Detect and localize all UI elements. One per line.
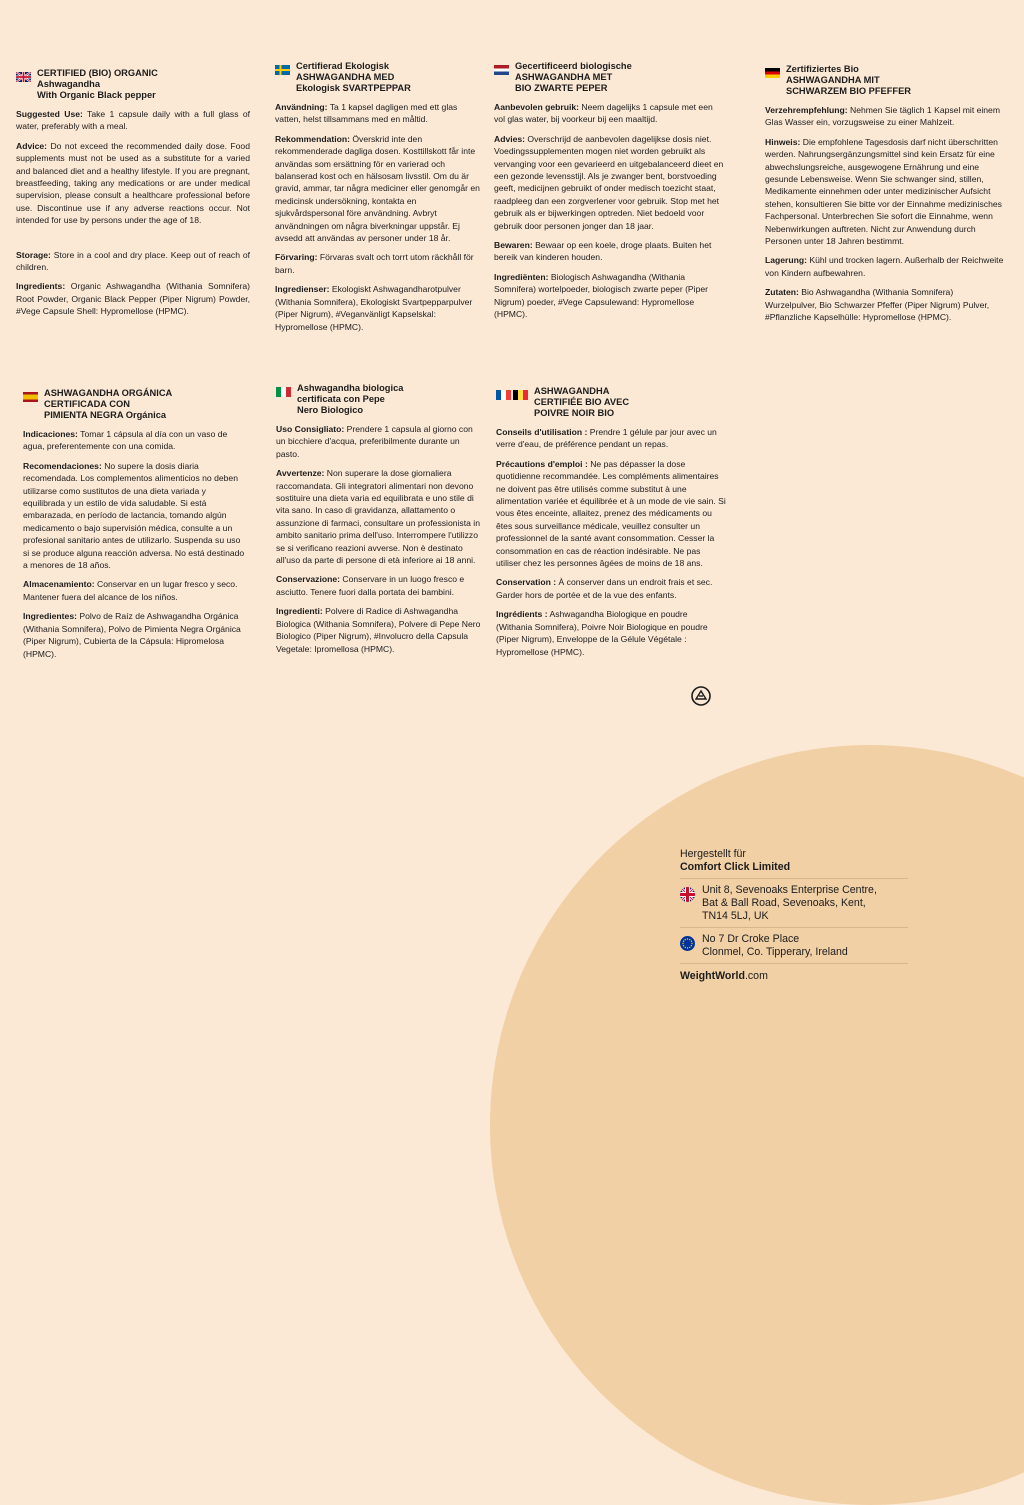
made-for-label: Hergestellt für [680, 848, 746, 860]
title-line: PIMIENTA NEGRA Orgánica [44, 410, 167, 420]
title-line: CERTIFICADA CON [44, 399, 130, 409]
paragraph-text: Store in a cool and dry place. Keep out of reach of children. [16, 249, 250, 273]
title-line: With Organic Black pepper [37, 90, 156, 100]
block-heading [496, 386, 726, 419]
block-heading [23, 388, 245, 421]
paragraph-label: Suggested Use: [16, 109, 83, 119]
be-flag-icon [513, 390, 528, 400]
paragraph-label: Advice: [16, 140, 48, 151]
label-paragraph [765, 104, 1005, 129]
paragraph-label: Conservazione: [276, 574, 340, 585]
label-paragraph [275, 101, 480, 126]
company-name: Comfort Click Limited [680, 861, 791, 873]
label-paragraph [765, 286, 1005, 323]
fr-flag-icon [496, 390, 511, 400]
block-title [37, 68, 158, 101]
paragraph-label: Indicaciones: [23, 429, 78, 439]
paragraph-text: Neem dagelijks 1 capsule met een vol glas water, bij voorkeur bij een maaltijd. [494, 102, 713, 125]
title-line: ASHWAGANDHA MED [296, 72, 395, 82]
paragraph-label: Rekommendation: [275, 133, 350, 144]
title-line: CERTIFIED (BIO) ORGANIC [37, 68, 158, 78]
eu-address-line: No 7 Dr Croke Place [702, 933, 800, 945]
eu-flag-icon [680, 936, 695, 955]
label-paragraph [276, 605, 481, 655]
paragraph-label: Recomendaciones: [23, 460, 102, 471]
title-line: POIVRE NOIR BIO [534, 408, 615, 418]
title-line: Gecertificeerd biologische [515, 61, 632, 71]
website [680, 963, 908, 983]
paragraph-text: Biologisch Ashwagandha (Withania Somnifera) wortelpoeder, biologisch zwarte peper (Piper Nigrum) poeder, #Vege Capsulewand: Hypromellose (HPMC). [494, 271, 708, 320]
website-domain: .com [744, 970, 768, 982]
paragraph-text: Organic Ashwagandha (Withania Somnifera) Root Powder, Organic Black Pepper (Piper Nigrum) Powder, #Vege Capsule Shell: Hypromellose (HPMC). [16, 281, 250, 317]
label-paragraph [275, 133, 480, 245]
paragraph-label: Zutaten: [765, 287, 799, 298]
paragraph-label: Uso Consigliato: [276, 424, 345, 434]
block-heading [494, 61, 726, 94]
flag-icon [765, 68, 780, 78]
paragraph-text: Nehmen Sie täglich 1 Kapsel mit einem Glas Wasser ein, vorzugsweise zu einer Mahlzeit. [765, 105, 1001, 128]
label-paragraph [494, 271, 726, 321]
paragraph-text: À conserver dans un endroit frais et sec. Garder hors de portée et de la vue des enfants. [496, 577, 713, 600]
paragraph-label: Ingredienser: [275, 284, 330, 295]
label-paragraph [275, 251, 480, 276]
paragraph-label: Ingredientes: [23, 611, 77, 622]
paragraph-label: Ingredients: [16, 281, 66, 292]
paragraph-label: Almacenamiento: [23, 579, 95, 590]
paragraph-text: Prendere 1 capsula al giorno con un bicchiere d'acqua, preferibilmente durante un pasto. [276, 424, 473, 459]
label-paragraph [494, 133, 726, 232]
block-title [786, 64, 911, 97]
label-paragraph [276, 423, 481, 460]
uk-address-row [680, 878, 908, 927]
flag-icon [275, 65, 290, 75]
block-heading [16, 68, 250, 101]
title-line: ASHWAGANDHA MET [515, 72, 613, 82]
paragraph-text: Do not exceed the recommended daily dose. Food supplements must not be used as a substitute for a varied and balanced diet and a healthy lifestyle. If you are pregnant, breastfeeding, taking any medications or are under medical supervision, please consult a healthcare professional before use. Discontinue use if any adverse reactions occur. Not intended for use by persons under the age of 18. [16, 140, 250, 226]
flag-icon [276, 387, 291, 397]
uk-flag-icon [680, 887, 695, 906]
label-block-en [16, 68, 250, 325]
title-line: Ashwagandha biologica [297, 383, 404, 393]
paragraph-text: Prendre 1 gélule par jour avec un verre d'eau, de préférence pendant un repas. [496, 427, 717, 450]
flag-icon [496, 390, 528, 400]
title-line: BIO ZWARTE PEPER [515, 83, 608, 93]
eu-address-row [680, 927, 908, 963]
paragraph-text: Bewaar op een koele, droge plaats. Buiten het bereik van kinderen houden. [494, 240, 712, 263]
it-flag-icon [276, 387, 291, 397]
block-heading [275, 61, 480, 94]
title-line: Ekologisk SVARTPEPPAR [296, 83, 411, 93]
label-block-de [765, 64, 1005, 331]
paragraph-text: No supere la dosis diaria recomendada. Los complementos alimenticios no deben utilizarse como sustitutos de una dieta variada y equilibrada y un estilo de vida saludable. Si está embarazada, en período de lactancia, tomando algún medicamento o bajo supervisión médica, consulte a un profesional sanitario antes de utilizarlo. Suspenda su uso si se produce alguna reacción adversa. No está destinado a menores de 18 años. [23, 460, 245, 571]
block-title [515, 61, 632, 94]
paragraph-text: Conservar en un lugar fresco y seco. Mantener fuera del alcance de los niños. [23, 579, 238, 602]
paragraph-label: Ingredienti: [276, 606, 323, 617]
paragraph-text: Kühl und trocken lagern. Außerhalb der Reichweite von Kindern aufbewahren. [765, 255, 1004, 278]
paragraph-text: Överskrid inte den rekommenderade dagliga dosen. Kosttillskott får inte användas som ersättning för en varierad och balanserad kost och en hälsosam livsstil. Om du är gravid, ammar, tar några mediciner eller genomgår en medicinsk undersökning, kontakta en sjukvårdspersonal före användning. Avbryt användningen om några biverkningar uppstår. Ej avsedd att användas av personer under 18 år. [275, 133, 480, 244]
paragraph-label: Conservation : [496, 577, 557, 588]
paragraph-label: Förvaring: [275, 252, 318, 263]
label-paragraph [23, 428, 245, 453]
label-paragraph [496, 458, 726, 570]
block-heading [276, 383, 481, 416]
paragraph-label: Ingrédients : [496, 609, 548, 620]
es-flag-icon [23, 392, 38, 402]
label-paragraph [16, 249, 250, 274]
title-line: ASHWAGANDHA ORGÁNICA [44, 388, 173, 398]
label-paragraph [16, 140, 250, 227]
label-paragraph [496, 576, 726, 601]
paragraph-text: Overschrijd de aanbevolen dagelijkse dosis niet. Voedingssupplementen mogen niet worden gebruikt als vervanging voor een gevarieerd en uitgebalanceerd dieet en een gezonde levensstijl. Als je zwanger bent, borstvoeding geeft, medicijnen gebruikt of onder medisch toezicht staat, raadpleeg dan een zorgverlener voor gebruik. Stop met het gebruik als er bijwerkingen optreden. Niet bedoeld voor gebruik door personen jonger dan 18 jaar. [494, 133, 724, 231]
nl-flag-icon [494, 65, 509, 75]
paragraph-text: Conservare in un luogo fresco e asciutto. Tenere fuori dalla portata dei bambini. [276, 574, 465, 597]
title-line: SCHWARZEM BIO PFEFFER [786, 86, 911, 96]
paragraph-text: Non superare la dose giornaliera raccomandata. Gli integratori alimentari non devono sostituire una dieta varia ed equilibrata e uno stile di vita sano. In caso di gravidanza, allattamento o assunzione di farmaci, consultare un professionista in ambito sanitario prima dell'uso. Interrompere l'utilizzo se si verificano reazioni avverse. Non è destinato all'uso da parte di persone di età inferiore ai 18 anni. [276, 468, 480, 566]
paragraph-text: Take 1 capsule daily with a full glass of water, preferably with a meal. [16, 109, 250, 132]
paragraph-label: Användning: [275, 102, 328, 112]
title-line: ASHWAGANDHA [534, 386, 610, 396]
se-flag-icon [275, 65, 290, 75]
flag-icon [16, 72, 31, 82]
label-block-es [23, 388, 245, 667]
paragraph-label: Conseils d'utilisation : [496, 427, 588, 437]
title-line: CERTIFIÉE BIO AVEC [534, 397, 630, 407]
de-flag-icon [765, 68, 780, 78]
title-line: certificata con Pepe [297, 394, 385, 404]
label-paragraph [23, 460, 245, 572]
uk-flag-icon [16, 72, 31, 82]
paragraph-label: Ingrediënten: [494, 271, 549, 282]
label-paragraph [494, 101, 726, 126]
paragraph-label: Hinweis: [765, 136, 801, 147]
block-title [44, 388, 172, 421]
uk-address-line: Bat & Ball Road, Sevenoaks, Kent, [702, 897, 866, 909]
title-line: Zertifiziertes Bio [786, 64, 859, 74]
flag-icon [494, 65, 509, 75]
label-paragraph [275, 283, 480, 333]
label-block-it [276, 383, 481, 662]
paragraph-text: Tomar 1 cápsula al día con un vaso de agua, preferentemente con una comida. [23, 429, 228, 452]
title-line: Certifierad Ekologisk [296, 61, 389, 71]
label-paragraph [23, 610, 245, 660]
recycle-icon [690, 685, 712, 712]
label-paragraph [276, 467, 481, 566]
paragraph-label: Avvertenze: [276, 468, 325, 479]
label-paragraph [765, 254, 1005, 279]
block-title [297, 383, 403, 416]
paragraph-text: Ekologiskt Ashwagandharotpulver (Withania Somnifera), Ekologiskt Svartpepparpulver (Piper Nigrum), #Veganvänligt Kapselskal: Hypromellose (HPMC). [275, 284, 473, 332]
paragraph-text: Förvaras svalt och torrt utom räckhåll för barn. [275, 252, 474, 275]
paragraph-text: Ta 1 kapsel dagligen med ett glas vatten, helst tillsammans med en måltid. [275, 102, 458, 125]
website-brand: WeightWorld [680, 970, 745, 982]
label-paragraph [496, 426, 726, 451]
paragraph-label: Storage: [16, 249, 51, 260]
title-line: Ashwagandha [37, 79, 101, 89]
eu-address-line: Clonmel, Co. Tipperary, Ireland [702, 946, 848, 958]
label-paragraph [276, 573, 481, 598]
block-title [296, 61, 411, 94]
paragraph-text: Bio Ashwagandha (Withania Somnifera) Wurzelpulver, Bio Schwarzer Pfeffer (Piper Nigrum) Pulver, #Pflanzliche Kapselhülle: Hypromellose (HPMC). [765, 287, 990, 323]
label-block-fr [496, 386, 726, 665]
block-title [534, 386, 629, 419]
paragraph-label: Advies: [494, 133, 526, 144]
label-paragraph [23, 578, 245, 603]
label-block-sv [275, 61, 480, 340]
uk-address-line: TN14 5LJ, UK [702, 910, 769, 922]
paragraph-label: Verzehrempfehlung: [765, 105, 848, 115]
label-paragraph [16, 108, 250, 133]
block-heading [765, 64, 1005, 97]
label-paragraph [16, 280, 250, 317]
paragraph-label: Bewaren: [494, 240, 533, 251]
title-line: Nero Biologico [297, 405, 364, 415]
paragraph-text: Polvo de Raíz de Ashwagandha Orgánica (Withania Somnifera), Polvo de Pimienta Negra Orgánica (Piper Nigrum), Cubierta de la Cápsula: Hipromelosa (HPMC). [23, 611, 241, 659]
paragraph-text: Polvere di Radice di Ashwagandha Biologica (Withania Somnifera), Polvere di Pepe Nero Biologico (Piper Nigrum), #Involucro della Capsula Vegetale: Ipromellosa (HPMC). [276, 606, 481, 654]
paragraph-label: Lagerung: [765, 255, 808, 266]
paragraph-text: Ashwagandha Biologique en poudre (Withania Somnifera), Poivre Noir Biologique en poudre (Piper Nigrum), Enveloppe de la Gélule Végétale : Hypromellose (HPMC). [496, 609, 708, 657]
paragraph-label: Aanbevolen gebruik: [494, 102, 579, 112]
label-block-nl [494, 61, 726, 328]
paragraph-text: Ne pas dépasser la dose quotidienne recommandée. Les compléments alimentaires ne doivent pas être utilisés comme substitut à une alimentation variée et équilibrée et à un mode de vie sain. Si vous êtes enceinte, allaitez, prenez des médicaments ou êtes sous surveillance médicale, veuillez consulter un professionnel de la santé avant consommation. Cesser la consommation en cas de réaction indésirable. Ne pas utiliser chez les personnes âgées de moins de 18 ans. [496, 458, 726, 569]
flag-icon [23, 392, 38, 402]
label-paragraph [494, 239, 726, 264]
label-paragraph [765, 136, 1005, 248]
paragraph-label: Précautions d'emploi : [496, 458, 588, 469]
manufacturer-info [680, 848, 908, 983]
paragraph-text: Die empfohlene Tagesdosis darf nicht überschritten werden. Nahrungsergänzungsmittel sind kein Ersatz für eine abwechslungsreiche, ausgewogene Ernährung und eine gesunde Lebensweise. Wenn Sie schwanger sind, stillen, Medikamente einnehmen oder unter medizinischer Aufsicht stehen, konsultieren Sie bitte vor der Einnahme medizinisches Fachpersonal. Unterbrechen Sie sofort die Einnahme, wenn Nebenwirkungen auftreten. Nicht zur Anwendung durch Personen unter 18 Jahren bestimmt. [765, 136, 1002, 247]
label-paragraph [496, 608, 726, 658]
title-line: ASHWAGANDHA MIT [786, 75, 880, 85]
uk-address-line: Unit 8, Sevenoaks Enterprise Centre, [702, 884, 877, 896]
